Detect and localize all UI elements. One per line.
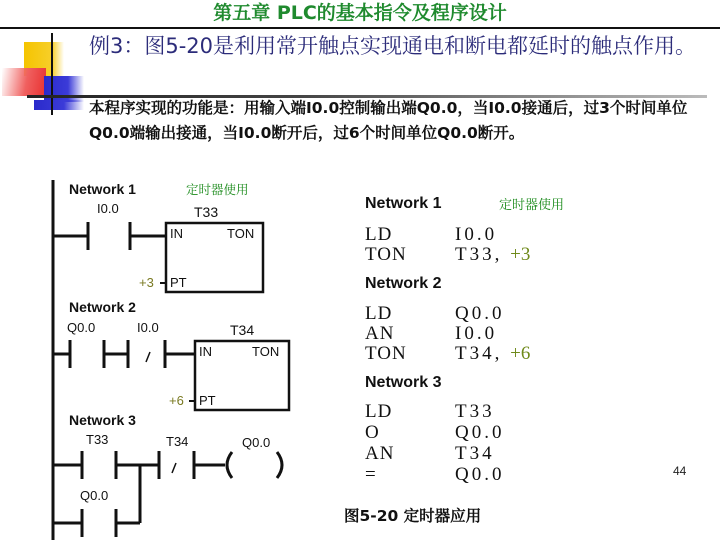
stl-op: O <box>365 422 380 443</box>
stl-arg: Q0.0 <box>455 303 505 324</box>
deco-vertical-line <box>51 33 53 115</box>
contact-label-t34-nc: T34 <box>166 434 189 449</box>
stl-arg-text: T34, <box>455 343 503 364</box>
chapter-title: 第五章 PLC的基本指令及程序设计 <box>213 2 507 24</box>
nc-slash <box>172 463 176 473</box>
stl-network-2-title: Network 2 <box>365 275 442 292</box>
timer-name-t33: T33 <box>194 204 219 220</box>
stl-preset-value: +3 <box>510 244 531 265</box>
timer-pt-value: +3 <box>139 275 154 290</box>
stl-arg-text: T33, <box>455 244 503 265</box>
stl-op: AN <box>365 443 395 464</box>
stl-arg <box>455 245 530 265</box>
stl-op: LD <box>365 224 393 245</box>
timer-pt-label: PT <box>199 393 216 408</box>
stl-op: LD <box>365 401 393 422</box>
timer-in-label: IN <box>199 344 212 359</box>
ladder-network-1-title: Network 1 <box>69 181 136 197</box>
stl-network-1-title: Network 1 <box>365 195 442 212</box>
contact-label-q00: Q0.0 <box>67 320 96 335</box>
stl-arg: T34 <box>455 443 495 464</box>
ladder-network-1-comment: 定时器使用 <box>186 183 249 197</box>
timer-pt-value: +6 <box>169 393 184 408</box>
nc-slash <box>146 352 150 362</box>
contact-label-i00-nc: I0.0 <box>137 320 159 335</box>
stl-op: TON <box>365 244 407 265</box>
deco-red-square <box>2 68 46 96</box>
contact-label-i00: I0.0 <box>97 201 119 216</box>
timer-pt-label: PT <box>170 275 187 290</box>
stl-arg: I0.0 <box>455 224 498 245</box>
page-number: 44 <box>673 464 687 478</box>
figure-caption: 图5-20 定时器应用 <box>344 507 482 525</box>
timer-type-label: TON <box>227 226 255 241</box>
title-divider <box>0 27 720 29</box>
stl-network-1-comment: 定时器使用 <box>499 198 565 213</box>
contact-label-t33: T33 <box>86 432 109 447</box>
stl-op: AN <box>365 323 395 344</box>
stl-op: = <box>365 464 377 485</box>
timer-in-label: IN <box>170 226 183 241</box>
stl-arg: T33 <box>455 401 495 422</box>
stl-op: TON <box>365 343 407 364</box>
stl-network-3-title: Network 3 <box>365 374 442 391</box>
stl-arg: I0.0 <box>455 323 498 344</box>
example-description: 本程序实现的功能是：用输入端I0.0控制输出端Q0.0，当I0.0接通后，过3个时间单位Q0.0端输出接通，当I0.0断开后，过6个时间单位Q0.0断开。 <box>89 99 688 142</box>
stl-preset-value: +6 <box>510 343 531 364</box>
deco-blue-square <box>44 76 84 102</box>
timer-name-t34: T34 <box>230 322 255 338</box>
deco-blue-strip <box>34 100 84 110</box>
contact-label-q00-parallel: Q0.0 <box>80 488 109 503</box>
stl-op: LD <box>365 303 393 324</box>
timer-type-label: TON <box>252 344 280 359</box>
stl-arg: Q0.0 <box>455 422 505 443</box>
stl-arg: Q0.0 <box>455 464 505 485</box>
ladder-network-3-title: Network 3 <box>69 412 136 428</box>
coil-label-q00: Q0.0 <box>242 435 271 450</box>
ladder-network-2-title: Network 2 <box>69 299 136 315</box>
example-heading: 例3：图5-20是利用常开触点实现通电和断电都延时的触点作用。 <box>89 34 697 58</box>
stl-arg <box>455 344 530 364</box>
